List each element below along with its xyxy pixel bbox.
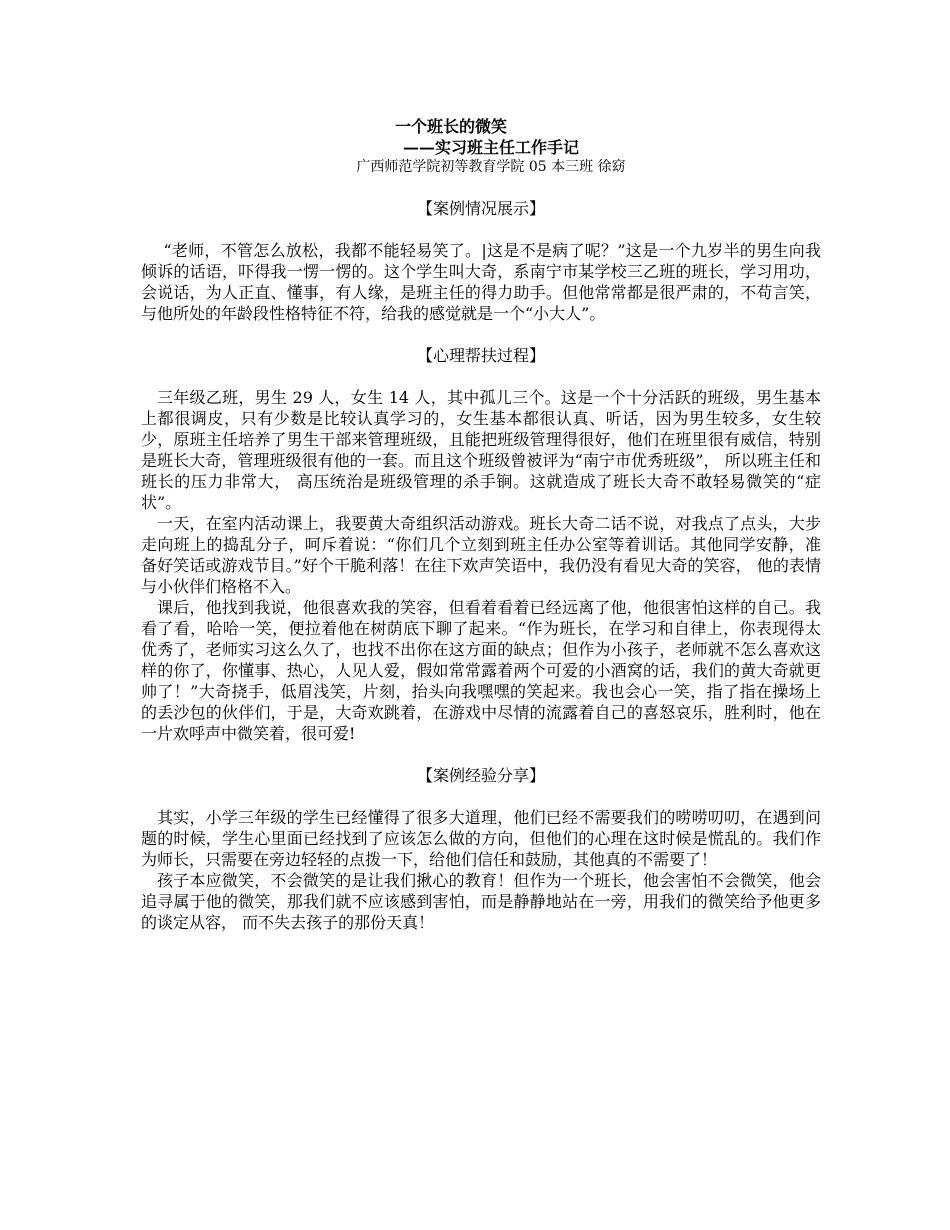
section-heading: 【案例经验分享】	[416, 766, 545, 785]
paragraph: 一天，在室内活动课上，我要黄大奇组织活动游戏。班长大奇二话不说，对我点了点头，大步走向班上的捣乱分子，呵斥着说：“你们几个立刻到班主任办公室等着训话。其他同学安静，准备好笑话或游戏节目。”好个干脆利落！在往下欢声笑语中，我仍没有看见大奇的笑容， 他的表情与小伙伴们格格不入。	[141, 514, 821, 596]
paragraph: 课后，他找到我说，他很喜欢我的笑容，但看着看着已经远离了他，他很害怕这样的自己。我看了看，哈哈一笑，便拉着他在树荫底下聊了起来。“作为班长，在学习和自律上，你表现得太优秀了，老师实习这么久了，也找不出你在这方面的缺点；但作为小孩子，老师就不怎么喜欢这样的你了，你懂事、热心，人见人爱，假如常常露着两个可爱的小酒窝的话，我们的黄大奇就更帅了！”大奇挠手，低眉浅笑，片刻，抬头向我嘿嘿的笑起来。我也会心一笑，指了指在操场上的丢沙包的伙伴们，于是，大奇欢跳着，在游戏中尽情的流露着自己的喜怒哀乐，胜利时，他在一片欢呼声中微笑着，很可爱!	[141, 598, 821, 743]
section-experience-sharing	[141, 765, 821, 933]
paragraph: 三年级乙班，男生 29 人，女生 14 人，其中孤儿三个。这是一个十分活跃的班级，男生基本上都很调皮，只有少数是比较认真学习的，女生基本都很认真、听话，因为男生较多，女生较少，原班主任培养了男生干部来管理班级，且能把班级管理得很好，他们在班里很有威信，特别是班长大奇，管理班级很有他的一套。而且这个班级曾被评为“南宁市优秀班级”， 所以班主任和班长的压力非常大， 高压统治是班级管理的杀手锏。这就造成了班长大奇不敢轻易微笑的“症状”。	[141, 388, 821, 512]
section-heading: 【心理帮扶过程】	[416, 346, 545, 365]
paragraph: 其实，小学三年级的学生已经懂得了很多大道理，他们已经不需要我们的唠唠叨叨，在遇到问题的时候，学生心里面已经找到了应该怎么做的方向，但他们的心理在这时候是慌乱的。我们作为师长，只需要在旁边轻轻的点拨一下，给他们信任和鼓励，其他真的不需要了！	[141, 808, 821, 869]
document-subtitle: ——实习班主任工作手记	[402, 138, 579, 157]
document-page	[141, 116, 821, 933]
section-case-overview	[141, 198, 821, 324]
title-block	[141, 116, 821, 177]
section-heading: 【案例情况展示】	[416, 199, 545, 218]
document-title: 一个班长的微笑	[394, 117, 507, 136]
paragraph: “老师，不管怎么放松，我都不能轻易笑了。|这是不是病了呢？”这是一个九岁半的男生向我倾诉的话语，吓得我一愣一愣的。这个学生叫大奇，系南宁市某学校三乙班的班长，学习用功，会说话，为人正直、懂事，有人缘，是班主任的得力助手。但他常常都是很严肃的，不苟言笑，与他所处的年龄段性格特征不符，给我的感觉就是一个“小大人”。	[141, 241, 821, 323]
paragraph: 孩子本应微笑，不会微笑的是让我们揪心的教育！但作为一个班长，他会害怕不会微笑，他会追寻属于他的微笑，那我们就不应该感到害怕，而是静静地站在一旁，用我们的微笑给予他更多的谈定从容， 而不失去孩子的那份天真！	[141, 871, 821, 932]
section-support-process	[141, 345, 821, 744]
document-author: 广西师范学院初等教育学院 05 本三班 徐窈	[356, 159, 626, 175]
